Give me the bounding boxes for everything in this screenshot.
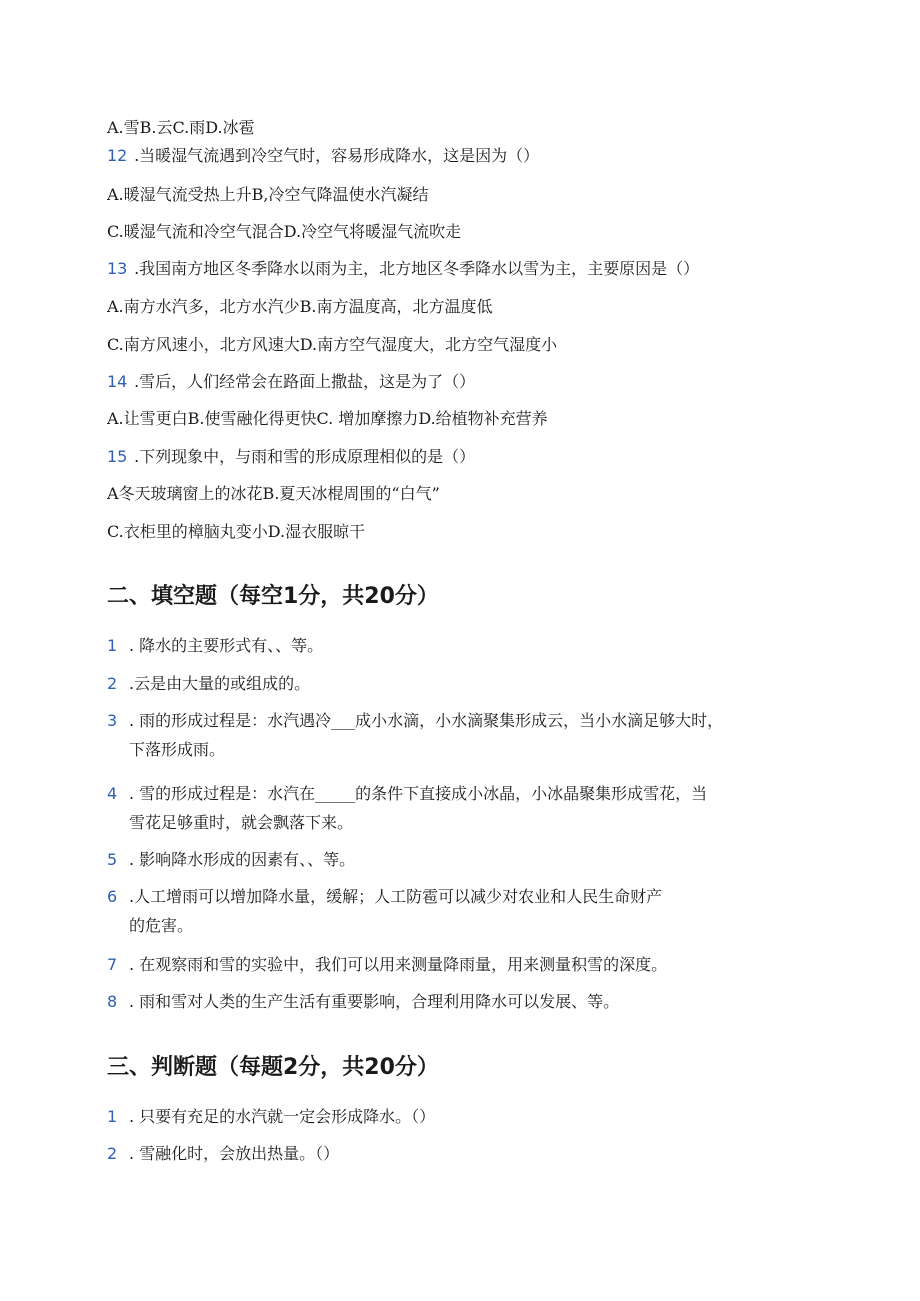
fill-item-6 [107, 886, 662, 908]
question-number: 13 [107, 259, 128, 278]
question-number: 12 [107, 146, 128, 165]
item-number: 8 [107, 992, 118, 1011]
option-text: C.南方风速小，北方风速大D.南方空气湿度大，北方空气湿度小 [107, 335, 558, 354]
question-number: 15 [107, 447, 128, 466]
item-number: 6 [107, 887, 118, 906]
question-13-options-c-d [107, 334, 557, 356]
question-text: .当暖湿气流遇到冷空气时，容易形成降水，这是因为（） [134, 146, 540, 165]
question-13-options-a-b [107, 296, 493, 318]
question-15 [107, 446, 475, 468]
option-text: A.暖湿气流受热上升B,冷空气降温使水汽凝结 [107, 185, 429, 204]
item-text: . 雨的形成过程是：水汽遇冷___成小水滴，小水滴聚集形成云，当小水滴足够大时， [129, 711, 724, 730]
item-text: . 在观察雨和雪的实验中，我们可以用来测量降雨量，用来测量积雪的深度。 [129, 955, 668, 974]
fill-item-2 [107, 673, 310, 695]
judge-item-2 [107, 1143, 339, 1165]
section-heading-true-false: 三、判断题（每题2分，共20分） [107, 1055, 439, 1080]
item-number: 1 [107, 1107, 118, 1126]
question-text: .我国南方地区冬季降水以雨为主，北方地区冬季降水以雪为主，主要原因是（） [134, 259, 700, 278]
item-number: 1 [107, 636, 118, 655]
option-text: A冬天玻璃窗上的冰花B.夏天冰棍周围的“白气” [107, 484, 440, 503]
item-text: . 雪的形成过程是：水汽在_____的条件下直接成小冰晶，小冰晶聚集形成雪花，当 [129, 784, 708, 803]
question-15-options-a-b [107, 483, 440, 505]
item-number: 5 [107, 850, 118, 869]
fill-item-4-continuation: 雪花足够重时，就会飘落下来。 [129, 813, 354, 832]
item-number: 2 [107, 674, 118, 693]
section-heading-fill-in: 二、填空题（每空1分，共20分） [107, 584, 439, 609]
option-text: A.南方水汽多，北方水汽少B.南方温度高，北方温度低 [107, 297, 493, 316]
question-number: 14 [107, 372, 128, 391]
question-12-options-a-b [107, 184, 429, 206]
item-number: 3 [107, 711, 118, 730]
fill-item-4 [107, 783, 707, 805]
fill-item-6-continuation: 的危害。 [129, 916, 194, 935]
option-text: C.暖湿气流和冷空气混合D.冷空气将暖湿气流吹走 [107, 222, 462, 241]
question-11-options [107, 117, 255, 139]
question-12-options-c-d [107, 221, 461, 243]
question-text: .下列现象中，与雨和雪的形成原理相似的是（） [134, 447, 476, 466]
item-text: . 降水的主要形式有、、等。 [129, 636, 324, 655]
fill-item-5 [107, 849, 355, 871]
item-text: .人工增雨可以增加降水量，缓解；人工防雹可以减少对农业和人民生命财产 [129, 887, 663, 906]
question-text: .雪后，人们经常会在路面上撒盐，这是为了（） [134, 372, 476, 391]
item-number: 2 [107, 1144, 118, 1163]
fill-item-3-continuation: 下落形成雨。 [129, 740, 226, 759]
item-number: 7 [107, 955, 118, 974]
item-text: . 雪融化时，会放出热量。（） [129, 1144, 340, 1163]
item-text: . 只要有充足的水汽就一定会形成降水。（） [129, 1107, 436, 1126]
item-text: .云是由大量的或组成的。 [129, 674, 311, 693]
fill-item-8 [107, 991, 619, 1013]
item-text: . 影响降水形成的因素有、、等。 [129, 850, 356, 869]
option-text: A.雪B.云C.雨D.冰雹 [107, 118, 255, 137]
option-text: A.让雪更白B.使雪融化得更快C. 增加摩擦力D.给植物补充营养 [107, 409, 548, 428]
fill-item-3 [107, 710, 723, 732]
item-text: . 雨和雪对人类的生产生活有重要影响，合理利用降水可以发展、等。 [129, 992, 620, 1011]
fill-item-7 [107, 954, 667, 976]
question-15-options-c-d [107, 521, 365, 543]
item-number: 4 [107, 784, 118, 803]
judge-item-1 [107, 1106, 435, 1128]
question-14-options [107, 408, 548, 430]
fill-item-1 [107, 635, 323, 657]
question-12 [107, 145, 539, 167]
option-text: C.衣柜里的樟脑丸变小D.湿衣服晾干 [107, 522, 366, 541]
question-13 [107, 258, 699, 280]
question-14 [107, 371, 475, 393]
